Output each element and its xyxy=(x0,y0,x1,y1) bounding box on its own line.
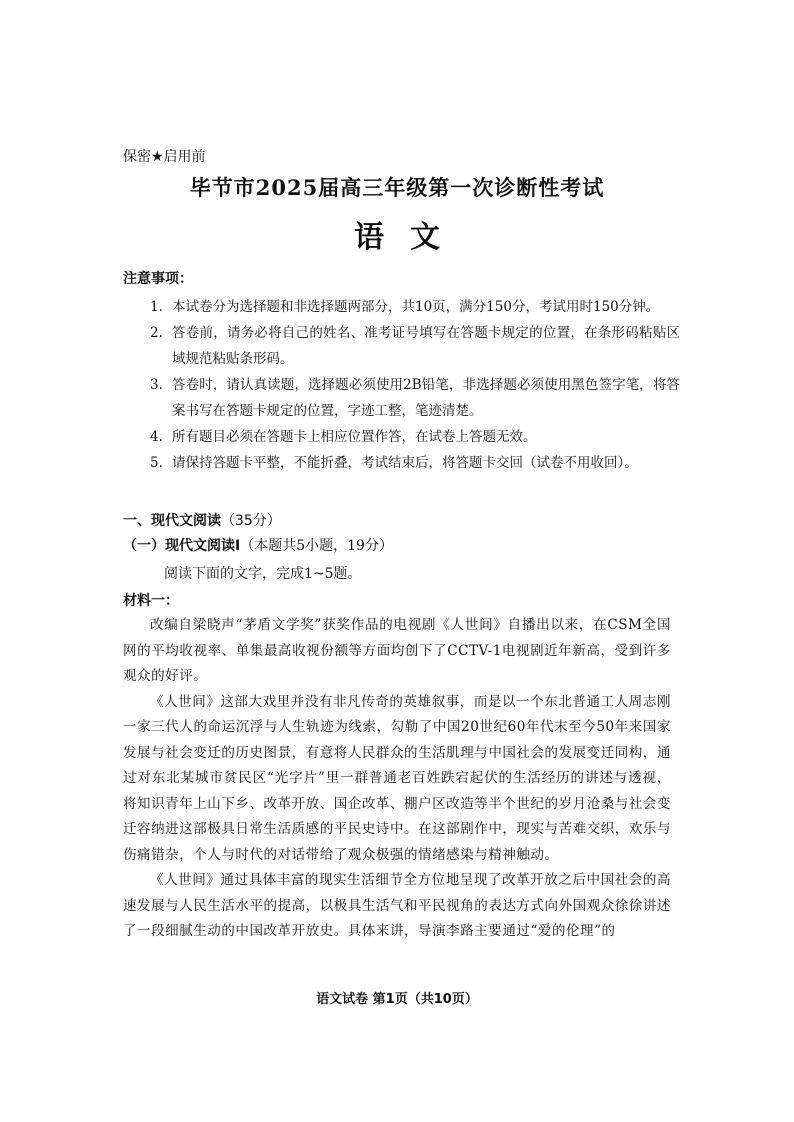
note-text: 请保持答题卡平整，不能折叠，考试结束后，将答题卡交回（试卷不用收回）。 xyxy=(172,455,638,471)
exam-title: 毕节市2025届高三年级第一次诊断性考试 xyxy=(189,175,605,200)
section-title: 一、现代文阅读 xyxy=(123,513,221,529)
note-text: 答卷时，请认真读题，选择题必须使用2B铅笔，非选择题必须使用黑色签字笔，将答案书写在答题卡规定的位置，字迹工整，笔迹清楚。 xyxy=(172,377,680,419)
paragraph: 《人世间》通过具体丰富的现实生活细节全方位地呈现了改革开放之后中国社会的高速发展与人民生活水平的提高，以极具生活气和平民视角的表达方式向外国观众徐徐讲述了一段细腻生动的中国改革开放史。具体来讲，导演李路主要通过“爱的伦理”的 xyxy=(123,872,671,939)
sub-section-note: （本题共5小题，19分） xyxy=(240,538,393,554)
subject-title: 语文 xyxy=(354,220,466,255)
section-score: （35分） xyxy=(221,513,281,529)
paragraph: 《人世间》这部大戏里并没有非凡传奇的英雄叙事，而是以一个东北普通工人周志刚一家三代人的命运沉浮与人生轨迹为线索，勾勒了中国20世纪60年代末至今50年来国家发展与社会变迁的历史图景，有意将人民群众的生活肌理与中国社会的发展变迁同构，通过对东北某城市贫民区“光字片”里一群普通老百姓跌宕起伏的生活经历的讲述与透视，将知识青年上山下乡、改革开放、国企改革、棚户区改造等半个世纪的岁月沧桑与社会变迁容纳进这部极具日常生活质感的平民史诗中。在这部剧作中，现实与苦难交织，欢乐与伤痛错杂，个人与时代的对话带给了观众极强的情绪感染与精神触动。 xyxy=(123,693,671,863)
note-number: 3. xyxy=(150,377,163,393)
note-text: 本试卷分为选择题和非选择题两部分，共10页，满分150分，考试用时150分钟。 xyxy=(172,299,660,315)
note-item xyxy=(150,450,680,476)
note-number: 2. xyxy=(150,325,163,341)
notes-list xyxy=(150,294,680,476)
note-text: 所有题目必须在答题卡上相应位置作答，在试卷上答题无效。 xyxy=(172,429,537,445)
notes-heading: 注意事项： xyxy=(123,271,193,287)
sub-section-title: （一）现代文阅读Ⅰ xyxy=(123,538,241,554)
note-item xyxy=(150,294,680,320)
note-item xyxy=(150,372,680,424)
material-label: 材料一： xyxy=(123,593,179,609)
note-text: 答卷前，请务必将自己的姓名、准考证号填写在答题卡规定的位置，在条形码粘贴区域规范粘贴条形码。 xyxy=(172,325,680,367)
note-number: 5. xyxy=(150,455,163,471)
note-number: 1. xyxy=(150,299,163,315)
confidential-label: 保密★启用前 xyxy=(123,149,206,165)
note-item xyxy=(150,424,680,450)
reading-instruction: 阅读下面的文字，完成1~5题。 xyxy=(164,566,362,582)
note-number: 4. xyxy=(150,429,163,445)
material-text xyxy=(123,613,671,945)
page-footer: 语文试卷 第1页（共10页） xyxy=(316,992,478,1007)
note-item xyxy=(150,320,680,372)
sub-section-heading xyxy=(123,535,393,555)
section-heading xyxy=(123,510,281,530)
paragraph: 改编自梁晓声“茅盾文学奖”获奖作品的电视剧《人世间》自播出以来，在CSM全国网的平均收视率、单集最高收视份额等方面均创下了CCTV-1电视剧近年新高，受到许多观众的好评。 xyxy=(123,617,671,684)
